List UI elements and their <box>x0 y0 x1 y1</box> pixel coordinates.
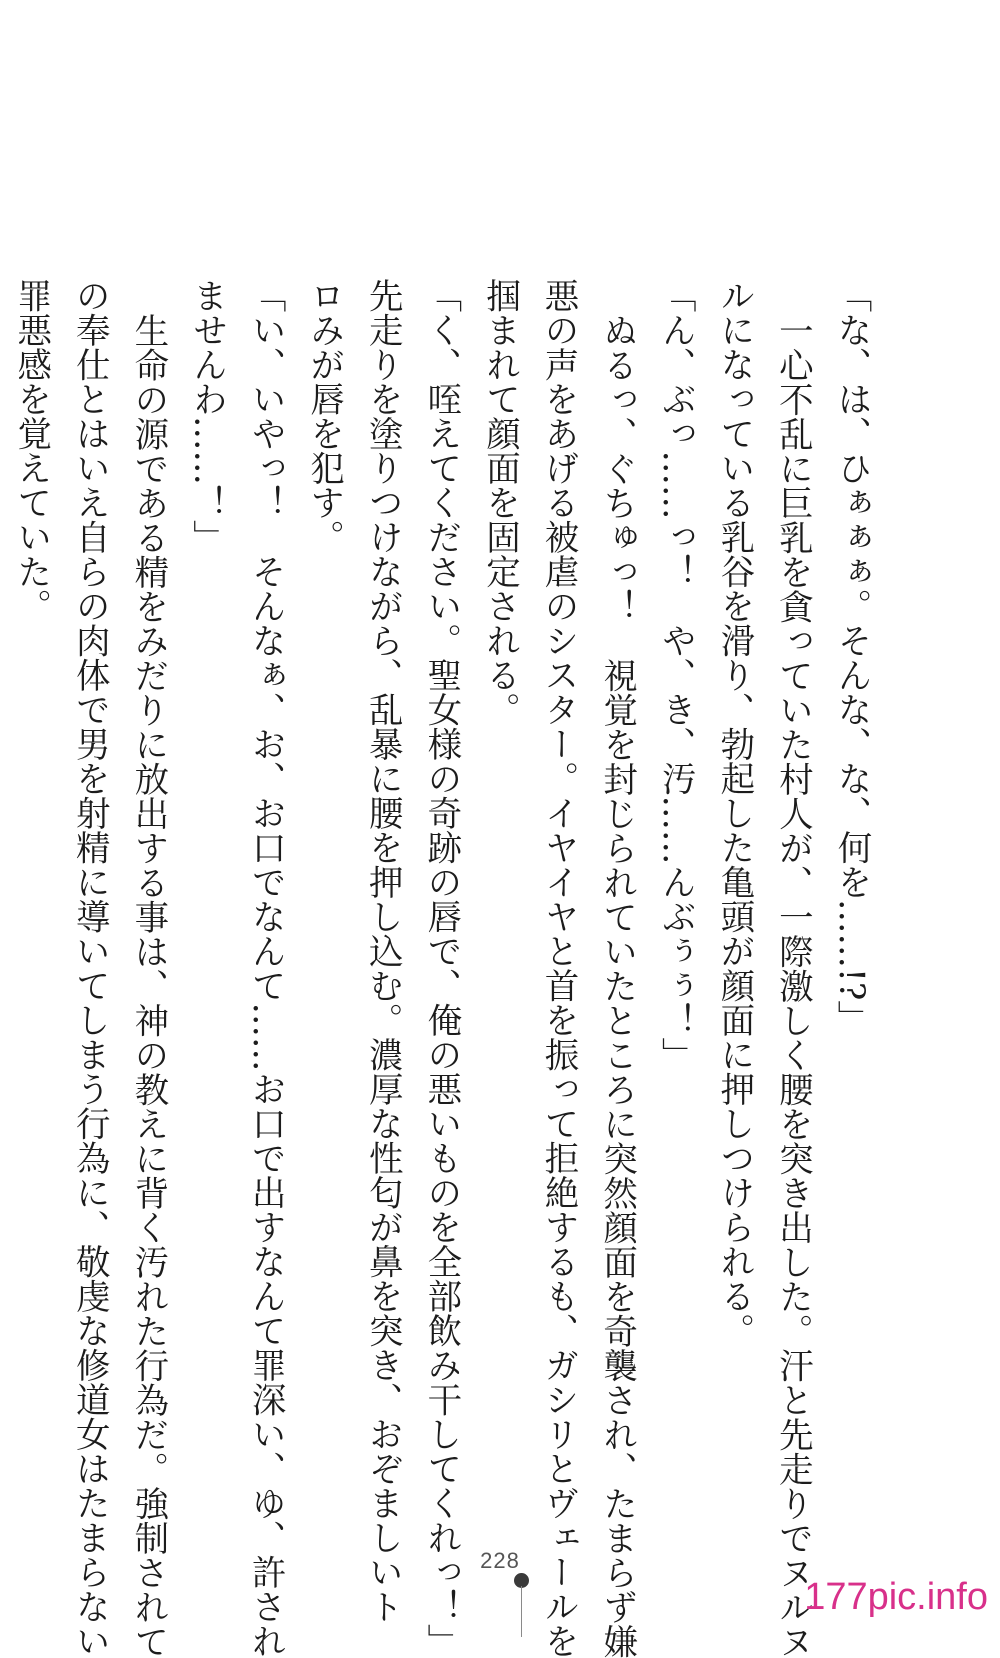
text-line: 一心不乱に巨乳を貪っていた村人が、一際激しく腰を突き出した。汗と先走りでヌルヌ <box>772 312 813 1658</box>
text-line: ロみが唇を犯す。 <box>303 278 344 554</box>
text-line: 「く、咥えてください。聖女様の奇跡の唇で、俺の悪いものを全部飲み干してくれっ！」 <box>420 278 461 1658</box>
text-line: の奉仕とはいえ自らの肉体で男を射精に導いてしまう行為に、敬虔な修道女はたまらない <box>69 278 110 1658</box>
text-line: ぬるっ、ぐちゅっ！ 視覚を封じられていたところに突然顔面を奇襲され、たまらず嫌 <box>596 312 637 1658</box>
text-line: 掴まれて顔面を固定される。 <box>479 278 520 727</box>
text-line: 悪の声をあげる被虐のシスター。イヤイヤと首を振って拒絶するも、ガシリとヴェールを <box>538 278 579 1658</box>
text-line: 生命の源である精をみだりに放出する事は、神の教えに背く汚れた行為だ。強制されて <box>127 312 168 1658</box>
text-line: 「い、いやっ！ そんなぁ、お、お口でなんて……お口で出すなんて罪深い、ゆ、許され <box>245 278 286 1658</box>
text-line: ルになっている乳谷を滑り、勃起した亀頭が顔面に押しつけられる。 <box>713 278 754 1348</box>
page-number: 228 <box>480 1548 520 1573</box>
text-line: 「な、は、ひぁぁぁ。そんな、な、何を……!?」 <box>831 278 871 1035</box>
text-line: 罪悪感を覚えていた。 <box>10 278 51 623</box>
text-line: 先走りを塗りつけながら、乱暴に腰を押し込む。濃厚な性匂が鼻を突き、おぞましいト <box>362 278 403 1624</box>
text-line: 「ん、ぶっ……っ！ や、き、汚……んぶぅぅ！」 <box>655 278 696 1072</box>
bookmark-line <box>521 1586 522 1637</box>
text-line: ませんわ……！」 <box>186 278 227 554</box>
text-line <box>0 278 1 1318</box>
watermark: 177pic.info <box>804 1576 988 1618</box>
